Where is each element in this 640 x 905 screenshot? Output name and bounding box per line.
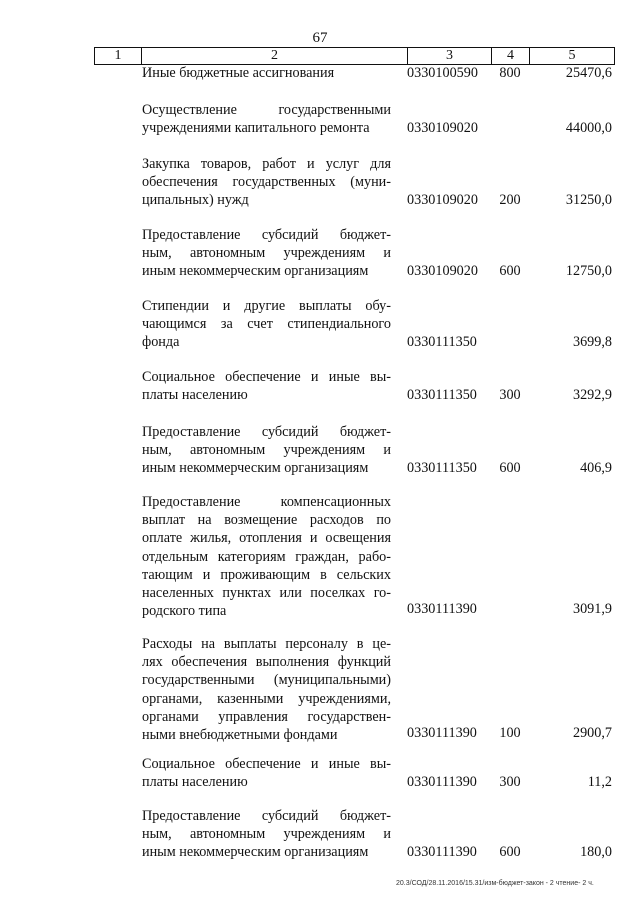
row-name: [142, 101, 391, 137]
target-article-code: 0330111390: [407, 844, 477, 860]
expense-type-code: 100: [499, 725, 521, 741]
target-article-code: 0330109020: [407, 263, 478, 279]
row-name-line: родского типа: [142, 603, 227, 620]
expense-type-code: 300: [499, 387, 521, 403]
header-col-2: 2: [142, 48, 408, 65]
row-name: [142, 64, 391, 82]
row-name-line: фонда: [142, 334, 180, 351]
row-name-line: Предоставление компенсационных: [142, 494, 391, 510]
row-name: [142, 755, 391, 791]
row-name-line: Закупка товаров, работ и услуг для: [142, 156, 391, 172]
page-number: 67: [312, 30, 328, 46]
document-footer-reference: 20.3/СОД/28.11.2016/15.31/изм-бюджет-закон - 2 чтение- 2 ч.: [396, 880, 594, 887]
amount: 180,0: [580, 844, 612, 860]
row-name-line: обеспечения государственных (муни-: [142, 174, 391, 191]
target-article-code: 0330111390: [407, 774, 477, 790]
row-name-line: платы населению: [142, 774, 248, 791]
expense-type-code: 200: [499, 192, 521, 208]
target-article-code: 0330111390: [407, 601, 477, 617]
row-name-line: иным некоммерческим организациям: [142, 263, 369, 280]
row-name-line: ным, автономным учреждениям и: [142, 245, 391, 262]
target-article-code: 0330111350: [407, 387, 477, 403]
row-name: [142, 635, 391, 744]
row-name-line: оплате жилья, отопления и освещения: [142, 530, 391, 547]
row-name: [142, 807, 391, 862]
header-col-4: 4: [492, 48, 530, 65]
row-name-line: Социальное обеспечение и иные вы-: [142, 756, 391, 772]
amount: 3292,9: [572, 387, 612, 403]
target-article-code: 0330111350: [407, 460, 477, 476]
amount: 406,9: [580, 460, 612, 476]
row-name-line: ципальных) нужд: [142, 192, 249, 209]
amount: 25470,6: [565, 65, 612, 81]
amount: 3091,9: [572, 601, 612, 617]
row-name: [142, 297, 391, 352]
target-article-code: 0330109020: [407, 192, 478, 208]
expense-type-code: 600: [499, 263, 521, 279]
row-name-line: Стипендии и другие выплаты обу-: [142, 298, 391, 314]
row-name-line: учреждениями капитального ремонта: [142, 120, 370, 137]
row-name-line: Иные бюджетные ассигнования: [142, 65, 335, 81]
row-name-line: ным, автономным учреждениям и: [142, 826, 391, 843]
header-col-1: 1: [95, 48, 142, 65]
expense-type-code: 300: [499, 774, 521, 790]
row-name-line: Осуществление государственными: [142, 102, 391, 118]
row-name-line: ными внебюджетными фондами: [142, 727, 338, 744]
row-name-line: Предоставление субсидий бюджет-: [142, 227, 391, 243]
row-name-line: Расходы на выплаты персоналу в це-: [142, 636, 391, 652]
row-name-line: населенных пунктах или поселках го-: [142, 585, 391, 602]
row-name-line: государственными (муниципальными): [142, 672, 391, 689]
target-article-code: 0330111390: [407, 725, 477, 741]
row-name: [142, 493, 391, 620]
header-col-5: 5: [530, 48, 615, 65]
row-name-line: лях обеспечения выполнения функций: [142, 654, 391, 671]
row-name: [142, 368, 391, 404]
row-name-line: Социальное обеспечение и иные вы-: [142, 369, 391, 385]
row-name-line: чающимся за счет стипендиального: [142, 316, 391, 333]
row-name-line: Предоставление субсидий бюджет-: [142, 424, 391, 440]
expense-type-code: 600: [499, 844, 521, 860]
amount: 31250,0: [565, 192, 612, 208]
amount: 11,2: [587, 774, 612, 790]
expense-type-code: 600: [499, 460, 521, 476]
row-name-line: Предоставление субсидий бюджет-: [142, 808, 391, 824]
amount: 12750,0: [565, 263, 612, 279]
header-col-3: 3: [408, 48, 492, 65]
row-name-line: платы населению: [142, 387, 248, 404]
row-name-line: органами, казенными учреждениями,: [142, 690, 391, 707]
amount: 2900,7: [572, 725, 612, 741]
target-article-code: 0330111350: [407, 334, 477, 350]
amount: 44000,0: [565, 120, 612, 136]
row-name-line: отдельным категориям граждан, рабо-: [142, 548, 391, 565]
target-article-code: 0330109020: [407, 120, 478, 136]
expense-type-code: 800: [499, 65, 521, 81]
row-name-line: органами управления государствен-: [142, 708, 391, 725]
target-article-code: 0330100590: [407, 65, 478, 81]
row-name-line: тающим и проживающим в сельских: [142, 566, 391, 583]
row-name: [142, 226, 391, 281]
row-name-line: выплат на возмещение расходов по: [142, 512, 391, 529]
row-name-line: ным, автономным учреждениям и: [142, 442, 391, 459]
row-name-line: иным некоммерческим организациям: [142, 844, 369, 861]
row-name: [142, 155, 391, 210]
amount: 3699,8: [572, 334, 612, 350]
row-name-line: иным некоммерческим организациям: [142, 460, 369, 477]
row-name: [142, 423, 391, 478]
